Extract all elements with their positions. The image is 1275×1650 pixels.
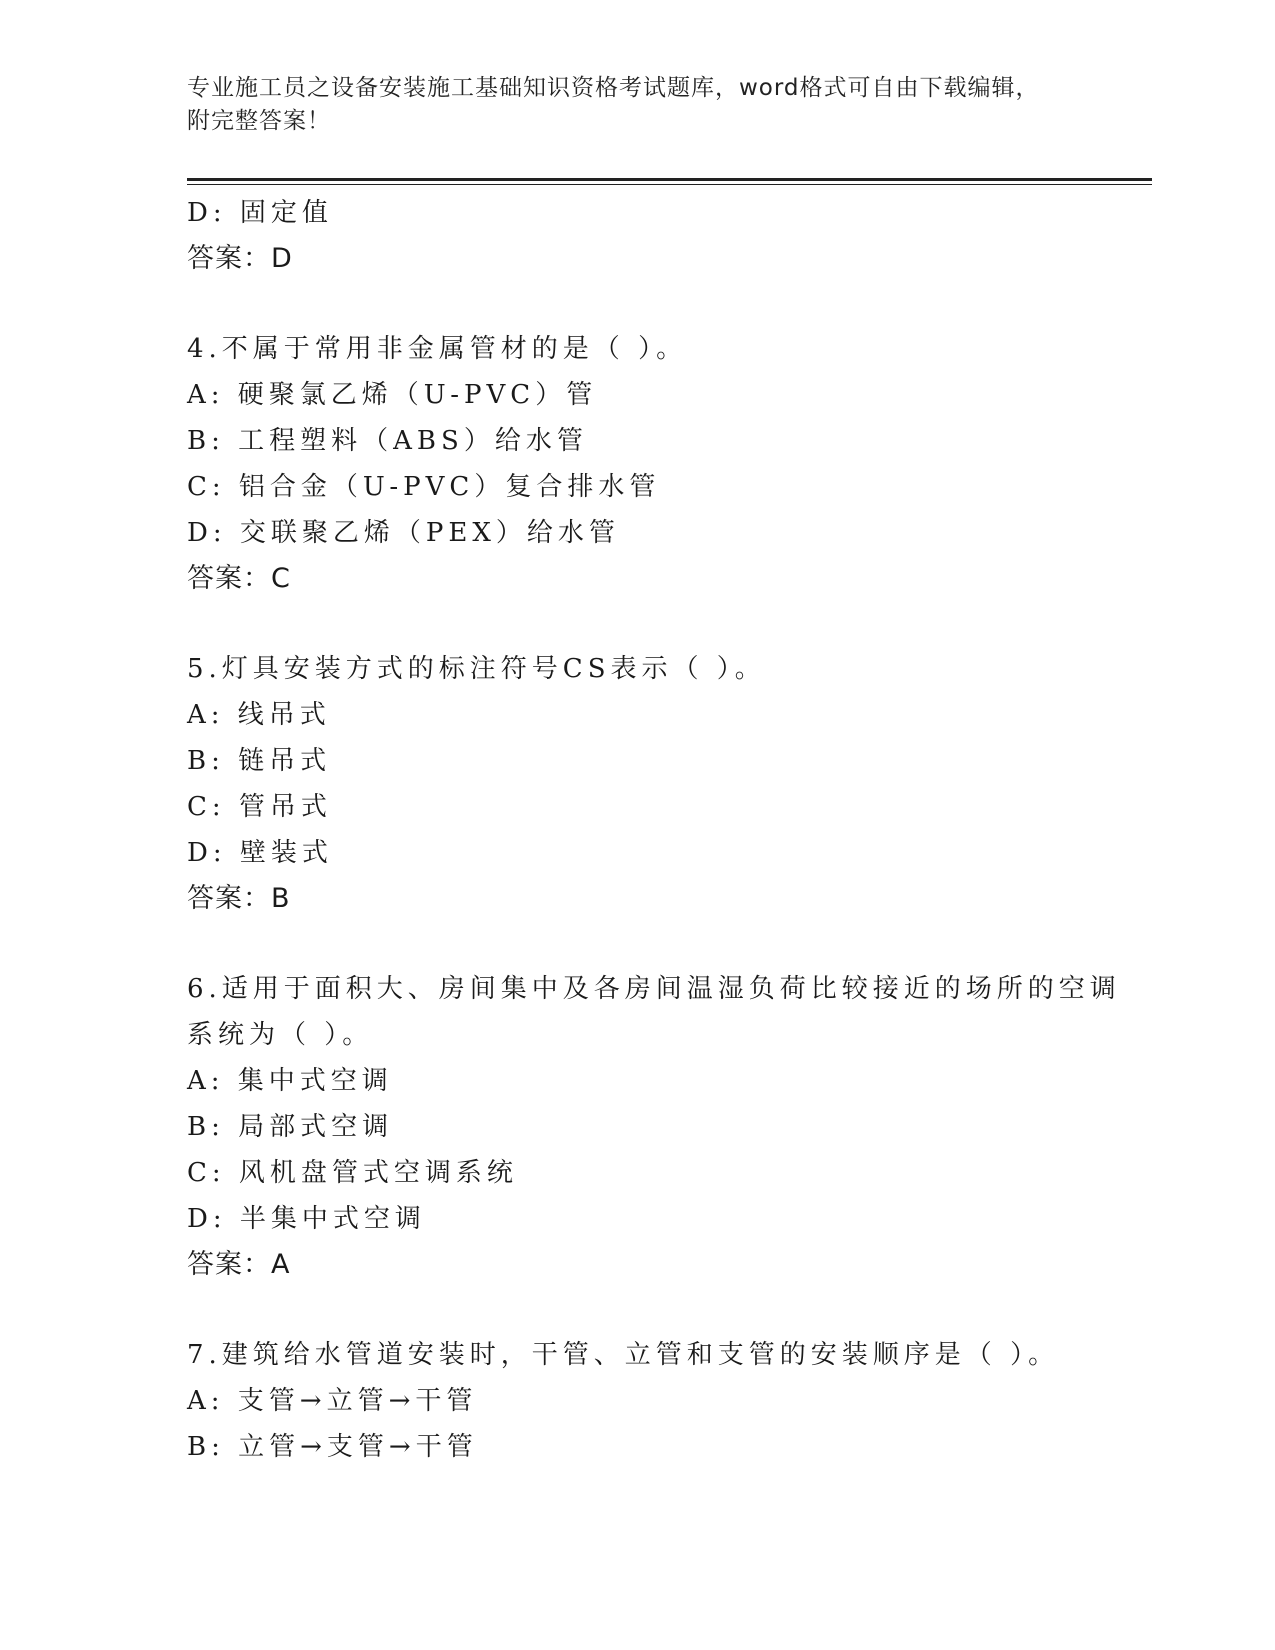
option-b: B: 工程塑料（ABS）给水管 [187, 426, 588, 456]
question-stem-line-1: 6.适用于面积大、房间集中及各房间温湿负荷比较接近的场所的空调 [187, 974, 1121, 1004]
option-b: B: 立管→支管→干管 [187, 1432, 478, 1462]
option-a: A: 线吊式 [187, 700, 331, 730]
header-line-1: 专业施工员之设备安装施工基础知识资格考试题库，word格式可自由下载编辑， [187, 75, 1040, 101]
option-c: C: 风机盘管式空调系统 [187, 1158, 518, 1188]
answer-line: 答案：D [187, 243, 293, 274]
question-3-tail [187, 190, 1087, 282]
question-stem: 5.灯具安装方式的标注符号CS表示（ ）。 [187, 654, 766, 684]
header-line-2: 附完整答案！ [187, 108, 331, 134]
document-header [187, 72, 1087, 138]
option-a: A: 集中式空调 [187, 1066, 393, 1096]
option-a: A: 支管→立管→干管 [187, 1386, 478, 1416]
header-rule-thin [187, 184, 1152, 185]
option-d: D: 壁装式 [187, 838, 333, 868]
spacer [187, 282, 1087, 326]
question-7 [187, 1332, 1087, 1470]
question-list [187, 190, 1121, 1470]
option-c: C: 管吊式 [187, 792, 332, 822]
question-stem: 4.不属于常用非金属管材的是（ ）。 [187, 334, 688, 364]
answer-line: 答案：C [187, 563, 291, 594]
option-b: B: 局部式空调 [187, 1112, 394, 1142]
spacer [187, 1288, 1087, 1332]
question-5 [187, 646, 1087, 922]
spacer [187, 602, 1087, 646]
option-a: A: 硬聚氯乙烯（U-PVC）管 [187, 380, 598, 410]
question-4 [187, 326, 1087, 602]
option-c: C: 铝合金（U-PVC）复合排水管 [187, 472, 661, 502]
option-d: D: 交联聚乙烯（PEX）给水管 [187, 518, 620, 548]
answer-line: 答案：B [187, 883, 291, 914]
option-d: D: 半集中式空调 [187, 1204, 426, 1234]
header-rule-thick [187, 178, 1152, 181]
option-d: D: 固定值 [187, 198, 333, 228]
question-6 [187, 966, 1121, 1288]
question-stem: 7.建筑给水管道安装时，干管、立管和支管的安装顺序是（ ）。 [187, 1340, 1060, 1370]
spacer [187, 922, 1087, 966]
question-stem-line-2: 系统为（ ）。 [187, 1020, 374, 1050]
option-b: B: 链吊式 [187, 746, 332, 776]
answer-line: 答案：A [187, 1249, 291, 1280]
